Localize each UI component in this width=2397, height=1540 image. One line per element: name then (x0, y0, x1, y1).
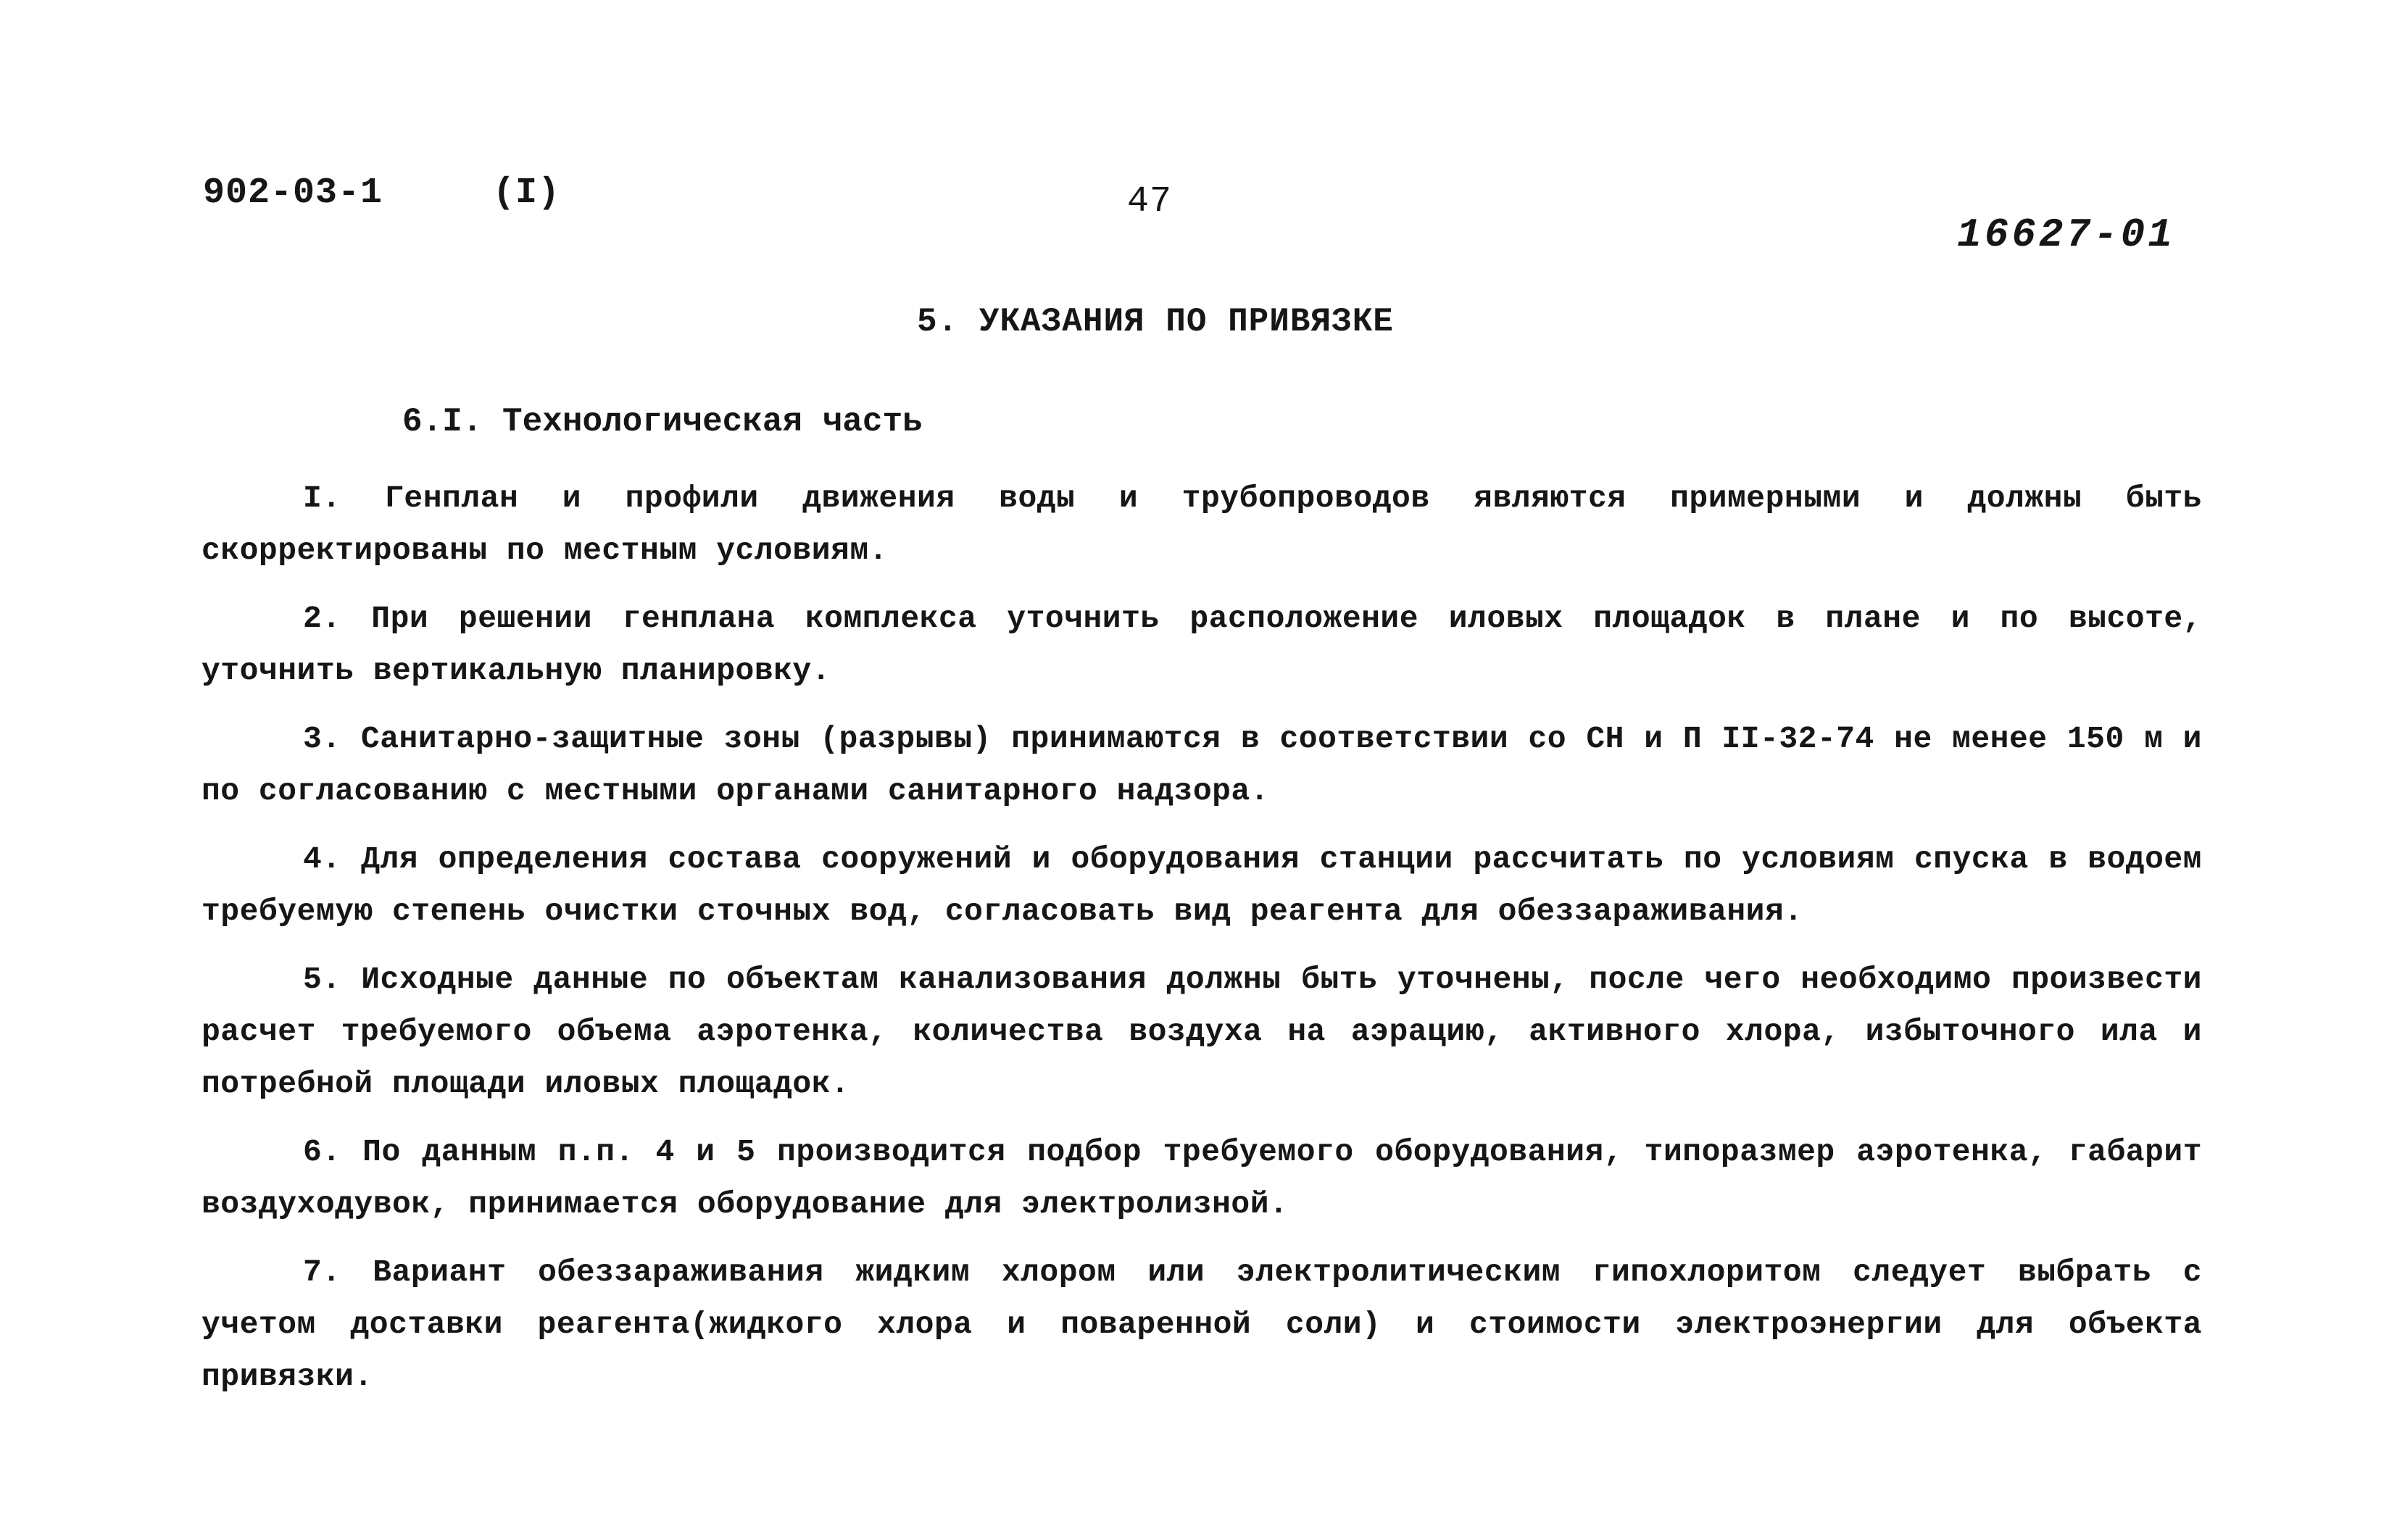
instruction-item-5: 5. Исходные данные по объектам канализования должны быть уточнены, после чего необходимо произвести расчет требуемого объема аэротенка, количества воздуха на аэрацию, активного хлора, избыточного ила и потребной площади иловых площадок. (202, 962, 2202, 1102)
instruction-item-6: 6. По данным п.п. 4 и 5 производится подбор требуемого оборудования, типоразмер аэротенка, габарит воздуходувок, принимается оборудование для электролизной. (202, 1134, 2202, 1222)
instruction-list (202, 473, 2202, 1419)
instruction-item-1: I. Генплан и профили движения воды и трубопроводов являются примерными и должны быть скорректированы по местным условиям. (202, 480, 2202, 568)
instruction-item-7: 7. Вариант обеззараживания жидким хлором или электролитическим гипохлоритом следует выбрать с учетом доставки реагента(жидкого хлора и поваренной соли) и стоимости электроэнергии для объекта привязки. (202, 1254, 2202, 1394)
document-code: 902-03-1 (203, 172, 383, 214)
instruction-item-2: 2. При решении генплана комплекса уточнить расположение иловых площадок в плане и по высоте, уточнить вертикальную планировку. (202, 601, 2202, 688)
section-title: 5. УКАЗАНИЯ ПО ПРИВЯЗКЕ (917, 303, 1394, 341)
sheet-variant: (I) (493, 172, 561, 214)
archive-number: 16627-01 (1957, 212, 2175, 258)
instruction-item-4: 4. Для определения состава сооружений и оборудования станции рассчитать по условиям спуска в водоем требуемую степень очистки сточных вод, согласовать вид реагента для обеззараживания. (202, 841, 2202, 929)
subsection-title: 6.I. Технологическая часть (402, 403, 923, 441)
page-number: 47 (1127, 181, 1173, 222)
instruction-item-3: 3. Санитарно-защитные зоны (разрывы) принимаются в соответствии со СН и П II-32-74 не менее 150 м и по согласованию с местными органами санитарного надзора. (202, 721, 2202, 809)
